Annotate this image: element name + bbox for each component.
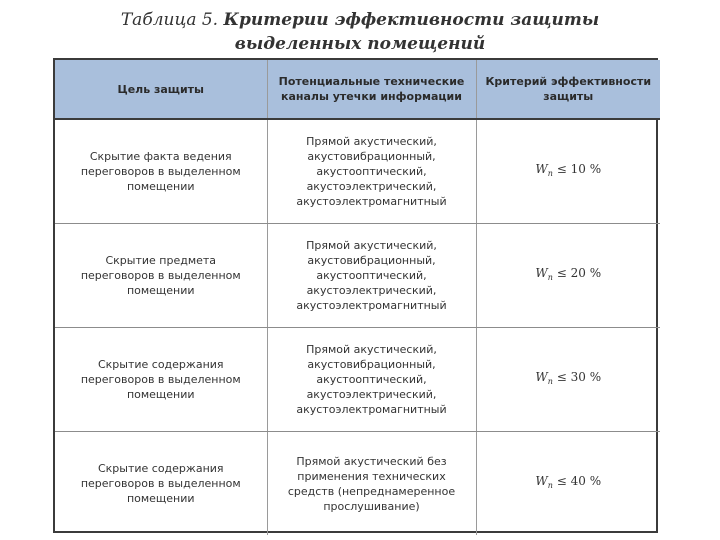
goal-text: Скрытие содержания переговоров в выделенном помещении <box>80 462 241 505</box>
criterion-value: 10 % <box>570 162 602 176</box>
channels-text: Прямой акустический, акустовибрационный, акустооптический, акустоэлектрический, акустоэлектромагнитный <box>296 343 447 416</box>
criterion-value: 40 % <box>570 474 602 488</box>
title-main-line1: Критерии эффективности защиты <box>223 10 600 30</box>
table-header-row <box>55 60 660 119</box>
channels-text: Прямой акустический без применения технических средств (непреднамеренное прослушивание) <box>287 454 456 513</box>
criterion-operator: ≤ <box>556 266 567 280</box>
title-line-1 <box>0 8 720 32</box>
criteria-table-grid <box>55 60 660 535</box>
channels-text: Прямой акустический, акустовибрационный, акустооптический, акустоэлектрический, акустоэлектромагнитный <box>296 239 447 312</box>
criterion-symbol: W <box>535 266 548 280</box>
goal-cell <box>55 224 267 328</box>
table-title <box>0 8 720 56</box>
criterion-operator: ≤ <box>556 370 567 384</box>
header-criterion: Критерий эффективности защиты <box>476 60 660 119</box>
criterion-subscript: п <box>547 169 553 178</box>
criterion-operator: ≤ <box>556 474 567 488</box>
criterion-cell <box>476 328 660 432</box>
goal-text: Скрытие факта ведения переговоров в выделенном помещении <box>80 150 241 193</box>
channels-cell <box>267 432 476 536</box>
title-prefix: Таблица 5. <box>120 10 219 30</box>
table-row <box>55 328 660 432</box>
channels-cell <box>267 328 476 432</box>
goal-cell <box>55 119 267 224</box>
goal-cell <box>55 328 267 432</box>
channels-cell <box>267 224 476 328</box>
criterion-subscript: п <box>547 273 553 282</box>
criterion-symbol: W <box>535 474 548 488</box>
title-main-line2: выделенных помещений <box>234 34 486 54</box>
table-row <box>55 119 660 224</box>
table-row <box>55 432 660 536</box>
criterion-subscript: п <box>547 377 553 386</box>
table-row <box>55 224 660 328</box>
criteria-table <box>53 58 658 533</box>
criterion-cell <box>476 119 660 224</box>
criterion-symbol: W <box>535 370 548 384</box>
goal-text: Скрытие содержания переговоров в выделенном помещении <box>80 358 241 401</box>
channels-cell <box>267 119 476 224</box>
criterion-formula <box>535 474 601 488</box>
header-goal: Цель защиты <box>55 60 267 119</box>
channels-text: Прямой акустический, акустовибрационный, акустооптический, акустоэлектрический, акустоэлектромагнитный <box>296 135 447 208</box>
goal-cell <box>55 432 267 536</box>
header-channels: Потенциальные технические каналы утечки информации <box>267 60 476 119</box>
criterion-cell <box>476 432 660 536</box>
criterion-symbol: W <box>535 162 548 176</box>
criterion-operator: ≤ <box>556 162 567 176</box>
goal-text: Скрытие предмета переговоров в выделенном помещении <box>80 254 241 297</box>
criterion-formula <box>535 370 601 384</box>
criterion-formula <box>535 162 601 176</box>
criterion-subscript: п <box>547 481 553 490</box>
criterion-value: 30 % <box>570 370 602 384</box>
criterion-value: 20 % <box>570 266 602 280</box>
criterion-formula <box>535 266 601 280</box>
criterion-cell <box>476 224 660 328</box>
